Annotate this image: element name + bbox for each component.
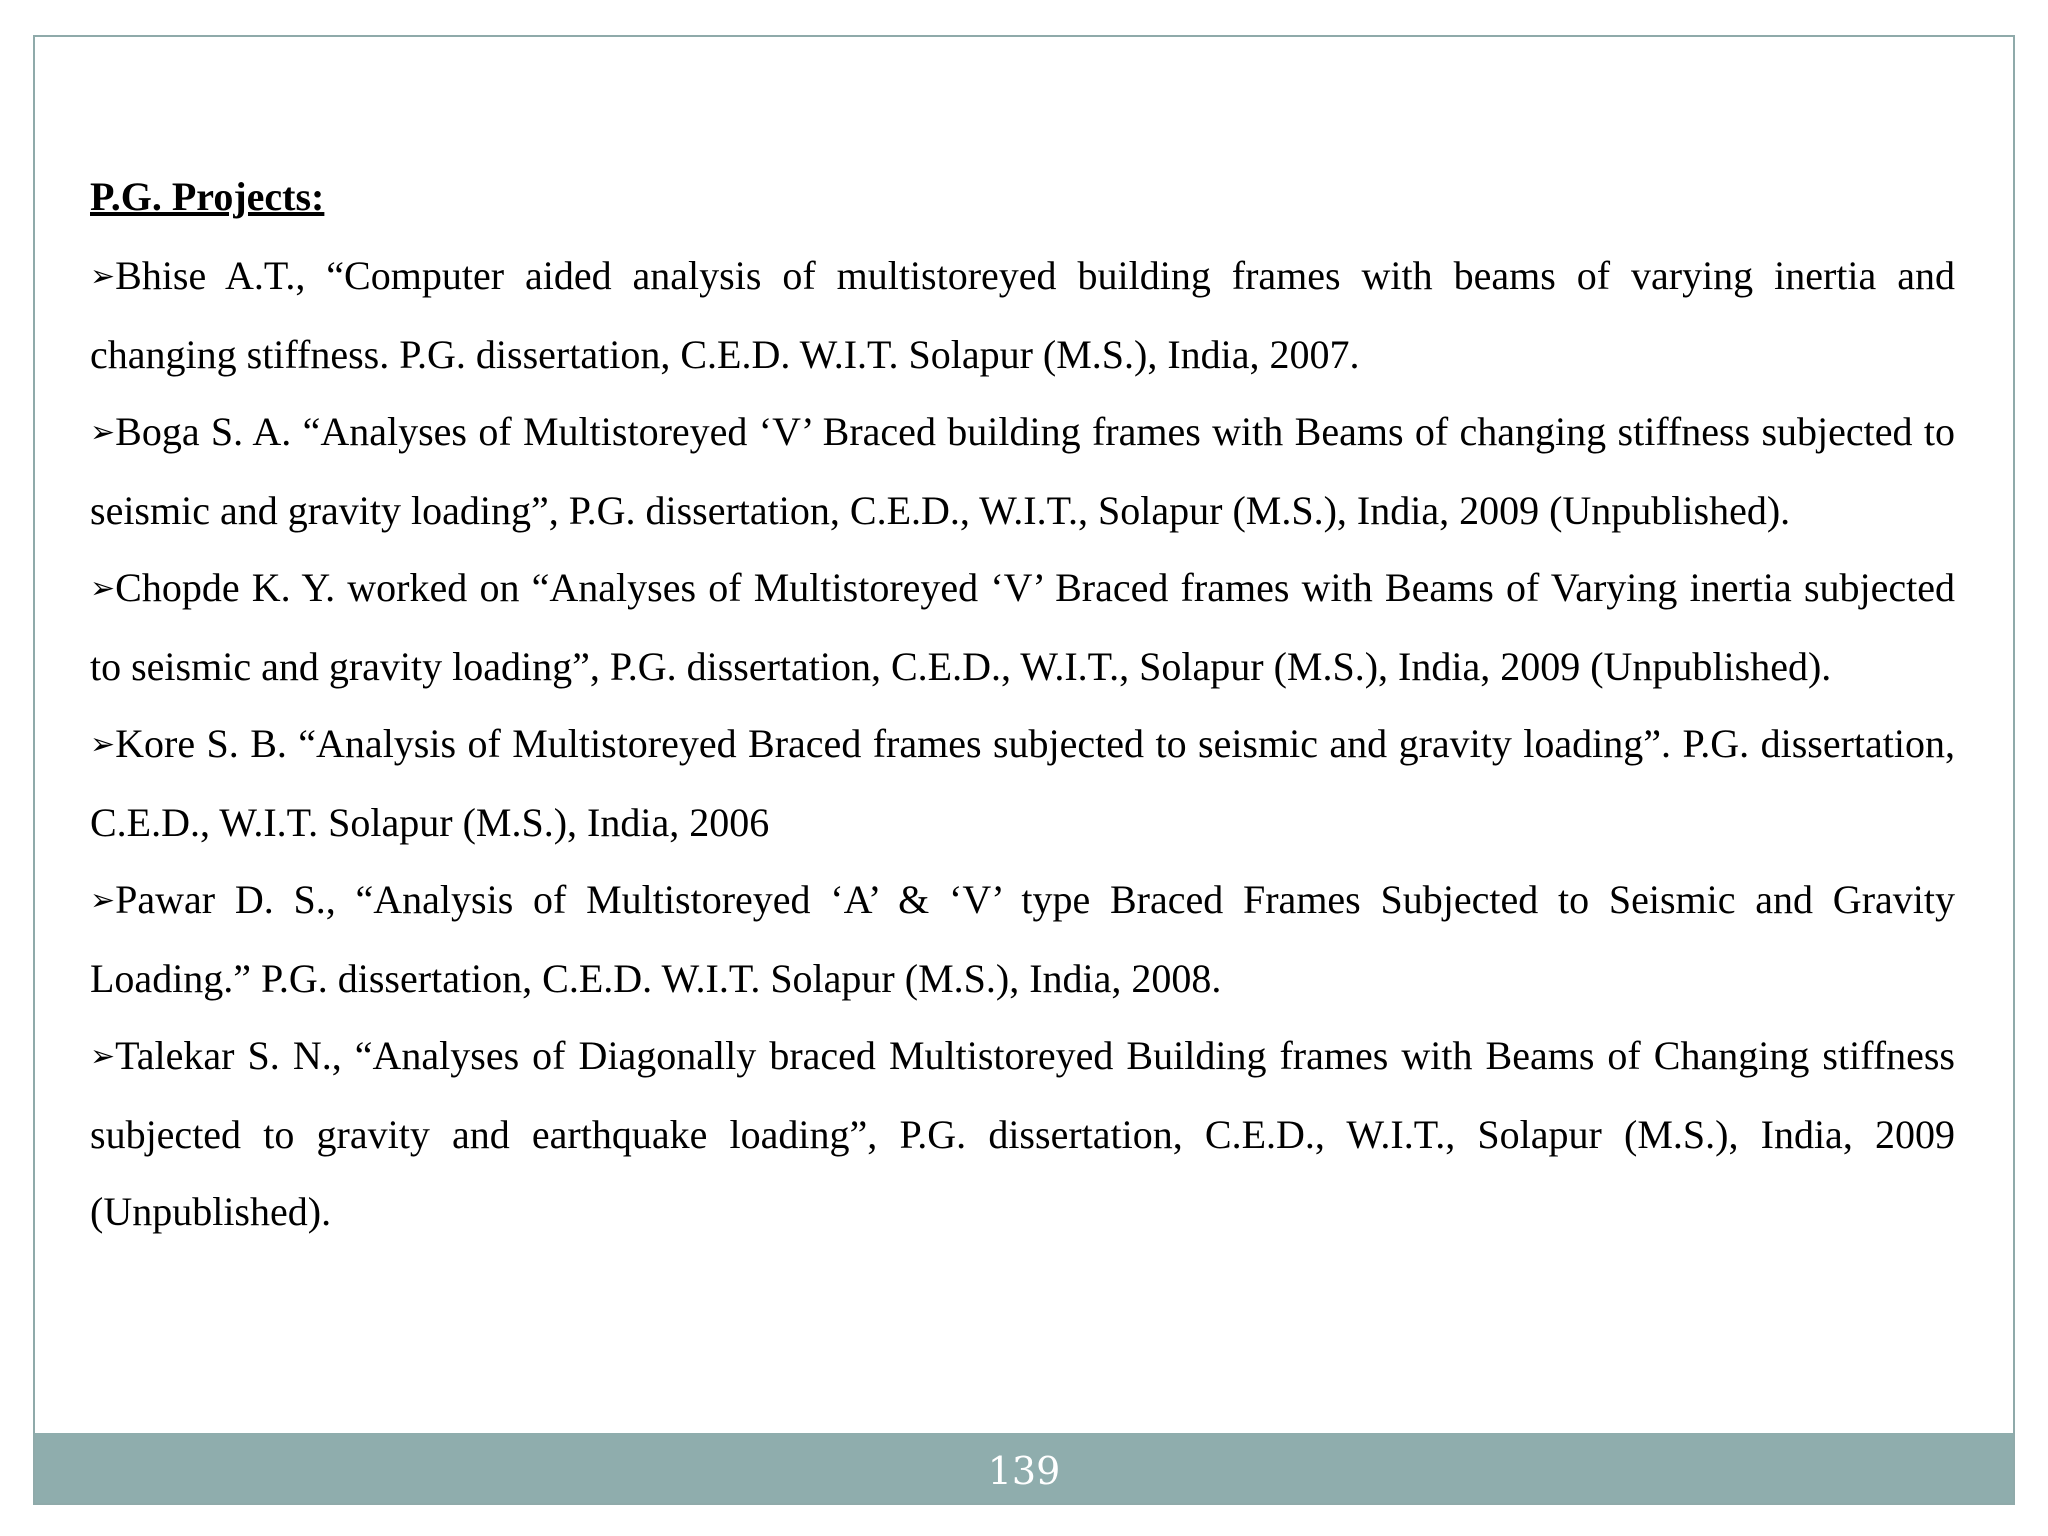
entry-text: Boga S. A. “Analyses of Multistoreyed ‘V’ Braced building frames with Beams of changing stiffness subjected to seismic and gravity loading”, P.G. dissertation, C.E.D., W.I.T., Solapur (M.S.), India, 2009 (Unpublished).: [90, 409, 1955, 533]
list-item: [90, 393, 1955, 549]
entry-text: Bhise A.T., “Computer aided analysis of multistoreyed building frames with beams of varying inertia and changing stiffness. P.G. dissertation, C.E.D. W.I.T. Solapur (M.S.), India, 2007.: [90, 253, 1955, 377]
list-item: [90, 237, 1955, 393]
arrow-bullet-icon: ➢: [90, 415, 116, 450]
list-item: [90, 1017, 1955, 1251]
page-number: 139: [987, 1449, 1061, 1493]
arrow-bullet-icon: ➢: [90, 571, 116, 606]
list-item: [90, 549, 1955, 705]
slide-content: [90, 157, 1955, 1251]
arrow-bullet-icon: ➢: [90, 727, 116, 762]
entry-text: Pawar D. S., “Analysis of Multistoreyed ‘A’ & ‘V’ type Braced Frames Subjected to Seismic and Gravity Loading.” P.G. dissertation, C.E.D. W.I.T. Solapur (M.S.), India, 2008.: [90, 877, 1955, 1001]
footer-bar: [35, 1433, 2013, 1503]
slide: [33, 35, 2015, 1505]
section-heading: P.G. Projects:: [90, 174, 325, 219]
arrow-bullet-icon: ➢: [90, 883, 116, 918]
entry-text: Kore S. B. “Analysis of Multistoreyed Braced frames subjected to seismic and gravity loading”. P.G. dissertation, C.E.D., W.I.T. Solapur (M.S.), India, 2006: [90, 721, 1955, 845]
arrow-bullet-icon: ➢: [90, 259, 116, 294]
arrow-bullet-icon: ➢: [90, 1039, 116, 1074]
list-item: [90, 705, 1955, 861]
list-item: [90, 861, 1955, 1017]
entry-text: Chopde K. Y. worked on “Analyses of Multistoreyed ‘V’ Braced frames with Beams of Varying inertia subjected to seismic and gravity loading”, P.G. dissertation, C.E.D., W.I.T., Solapur (M.S.), India, 2009 (Unpublished).: [90, 565, 1955, 689]
entry-text: Talekar S. N., “Analyses of Diagonally braced Multistoreyed Building frames with Beams of Changing stiffness subjected to gravity and earthquake loading”, P.G. dissertation, C.E.D., W.I.T., Solapur (M.S.), India, 2009 (Unpublished).: [90, 1033, 1955, 1234]
